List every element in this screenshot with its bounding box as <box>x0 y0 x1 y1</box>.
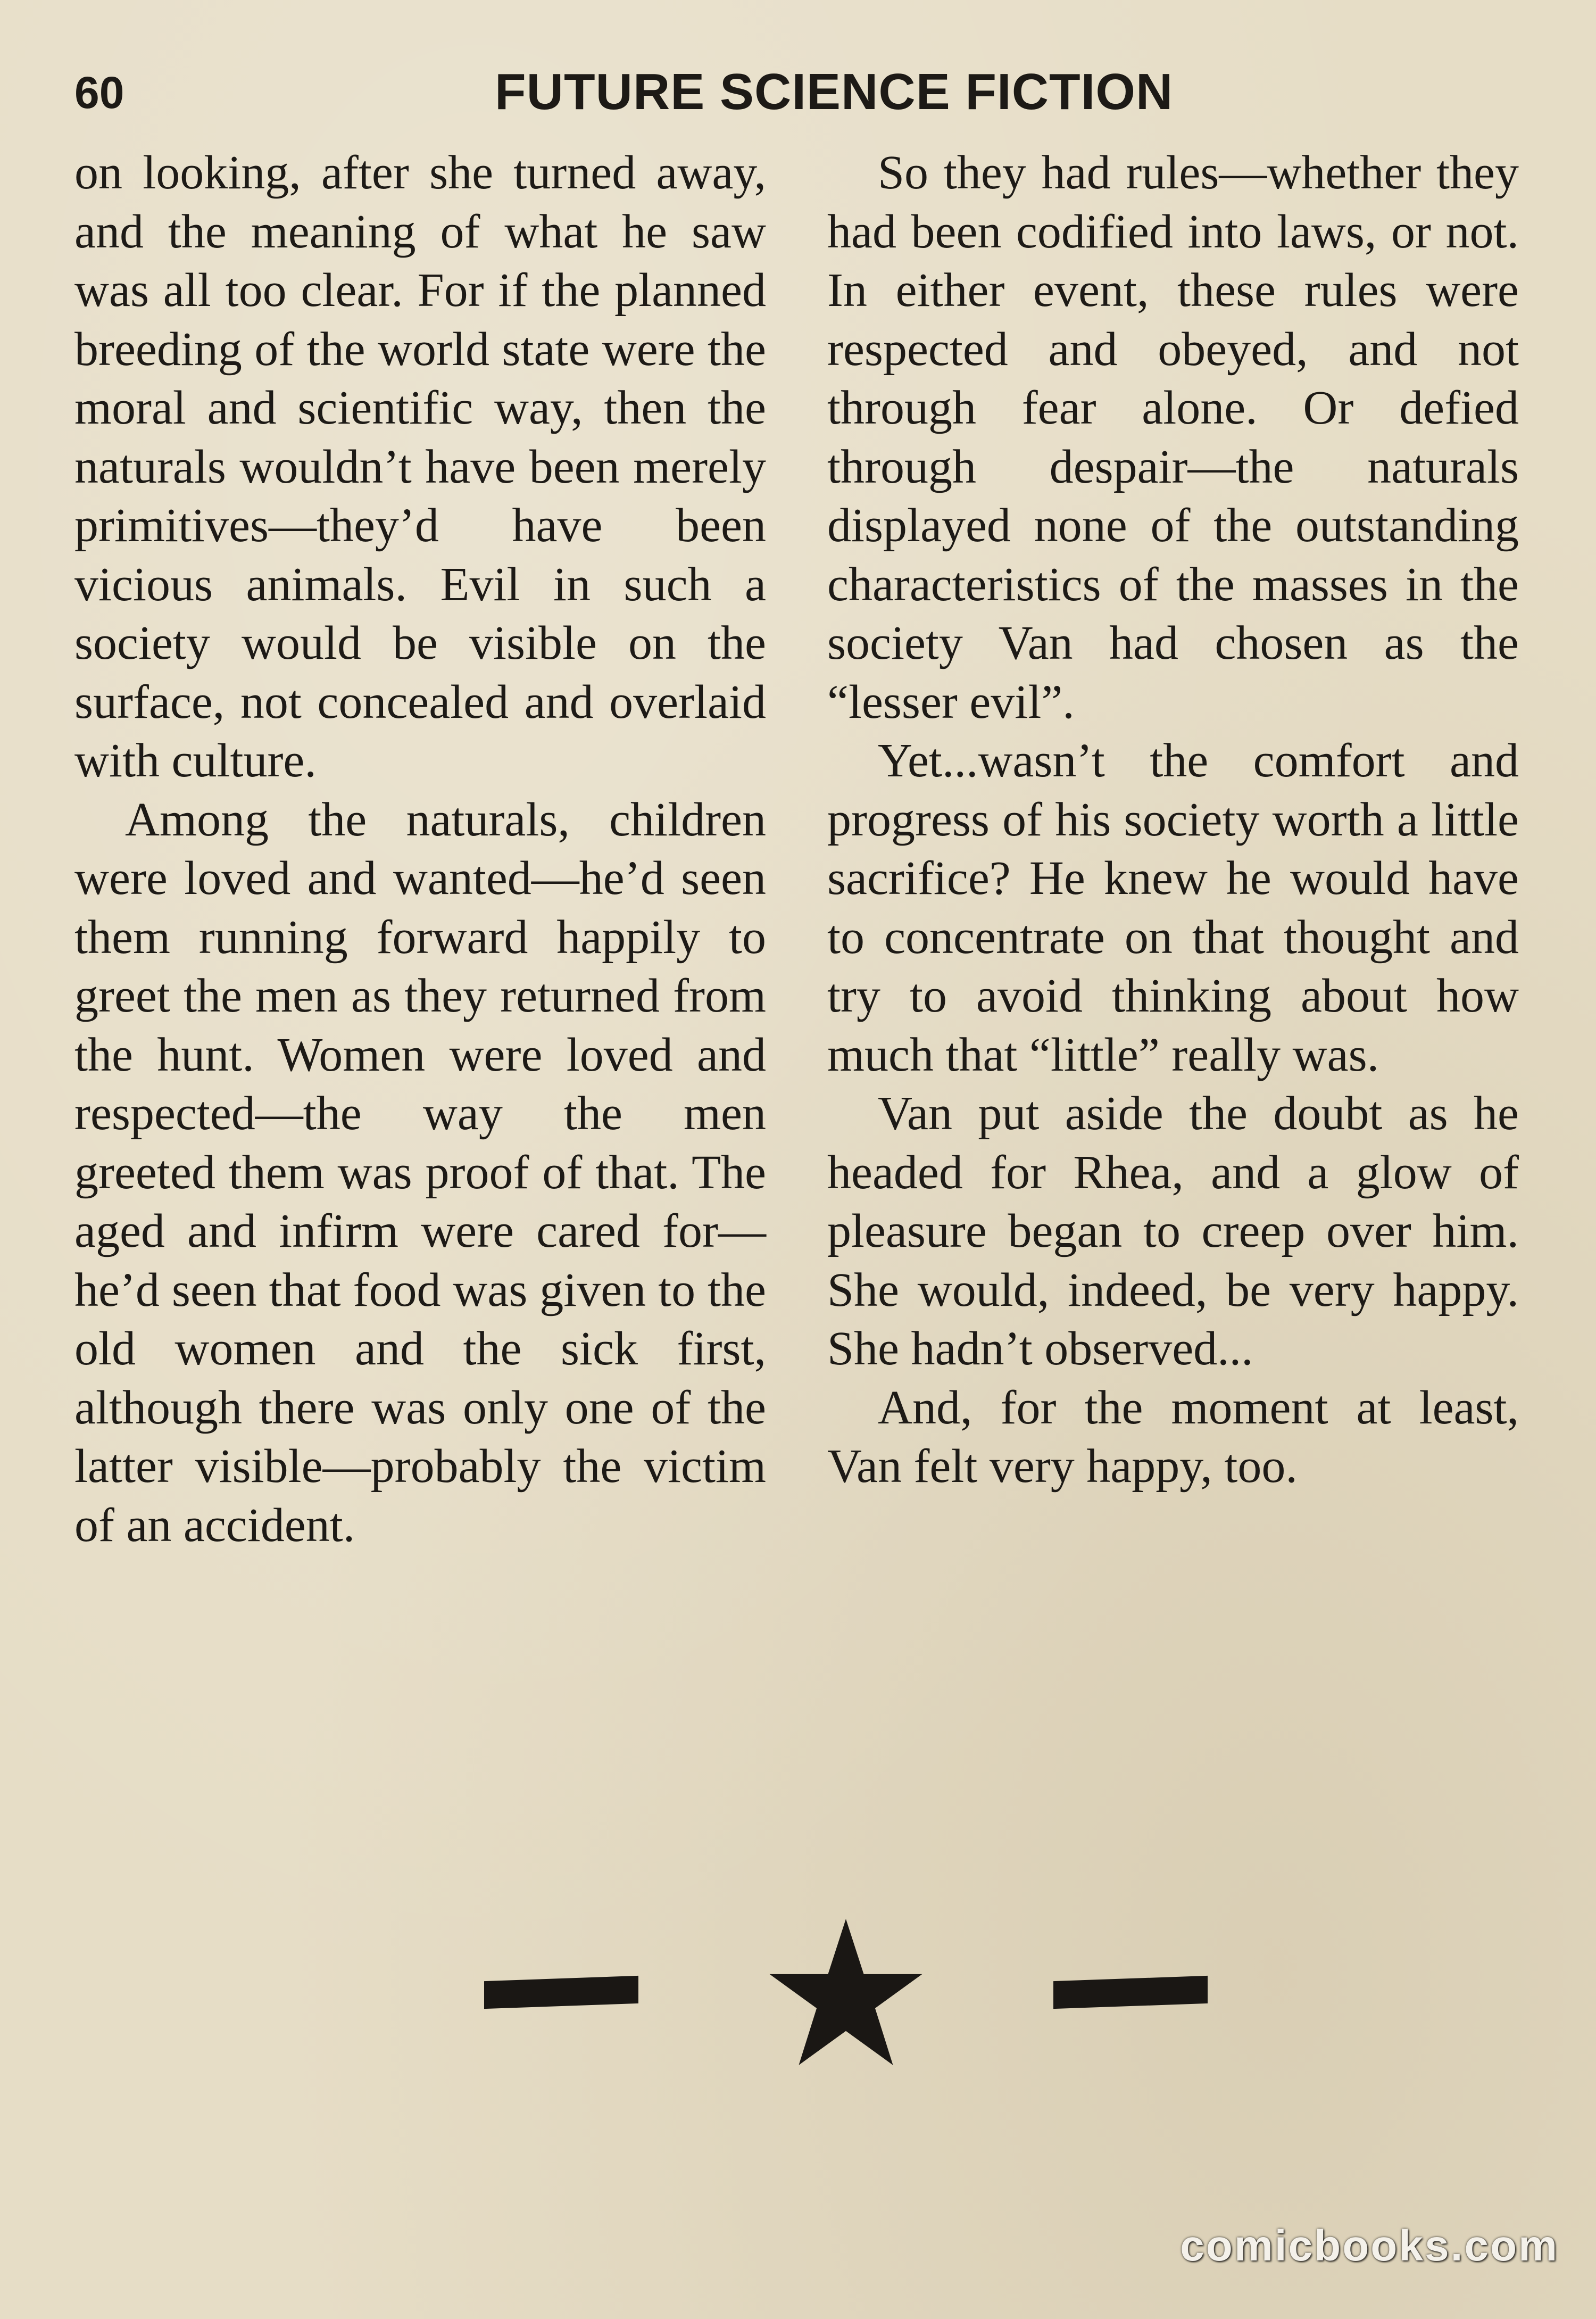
right-column <box>827 144 1519 1496</box>
paragraph: So they had rules—whether they had been codified into laws, or not. In either event, these rules were respected and obeyed, and not through fear alone. Or defied through despair—the naturals displayed none of the outstanding characteristics of the masses in the society Van had chosen as the “lesser evil”. <box>827 146 1519 728</box>
page-header <box>74 59 1522 122</box>
page-number: 60 <box>74 68 124 118</box>
end-of-story-ornament <box>479 1916 1213 2070</box>
paragraph: Among the naturals, children were loved and wanted—he’d seen them running forward happily to greet the men as they returned from the hunt. Women were loved and respected—the way the men greeted them was proof of that. The aged and infirm were cared for—he’d seen that food was given to the old women and the sick first, although there was only one of the latter visible—probably the victim of an accident. <box>74 793 766 1552</box>
paragraph: And, for the moment at least, Van felt very happy, too. <box>827 1381 1519 1493</box>
running-title: FUTURE SCIENCE FICTION <box>495 63 1174 120</box>
ornament-dash-left <box>484 1976 638 2009</box>
paragraph: Yet...wasn’t the comfort and progress of his society worth a little sacrifice? He knew he would have to concentrate on that thought and try to avoid thinking about how much that “little” really was. <box>827 734 1519 1081</box>
star-icon <box>761 1916 931 2070</box>
left-column <box>74 144 766 1555</box>
paragraph: Van put aside the doubt as he headed for Rhea, and a glow of pleasure began to creep over him. She would, indeed, be very happy. She hadn’t observed... <box>827 1087 1519 1375</box>
paragraph: on looking, after she turned away, and the meaning of what he saw was all too clear. For if the planned breeding of the world state were the moral and scientific way, then the naturals wouldn’t have been merely primitives—they’d have been vicious animals. Evil in such a society would be visible on the surface, not concealed and overlaid with culture. <box>74 146 766 787</box>
ornament-dash-right <box>1053 1976 1208 2009</box>
watermark-logo: comicbooks.com <box>1180 2222 1559 2270</box>
